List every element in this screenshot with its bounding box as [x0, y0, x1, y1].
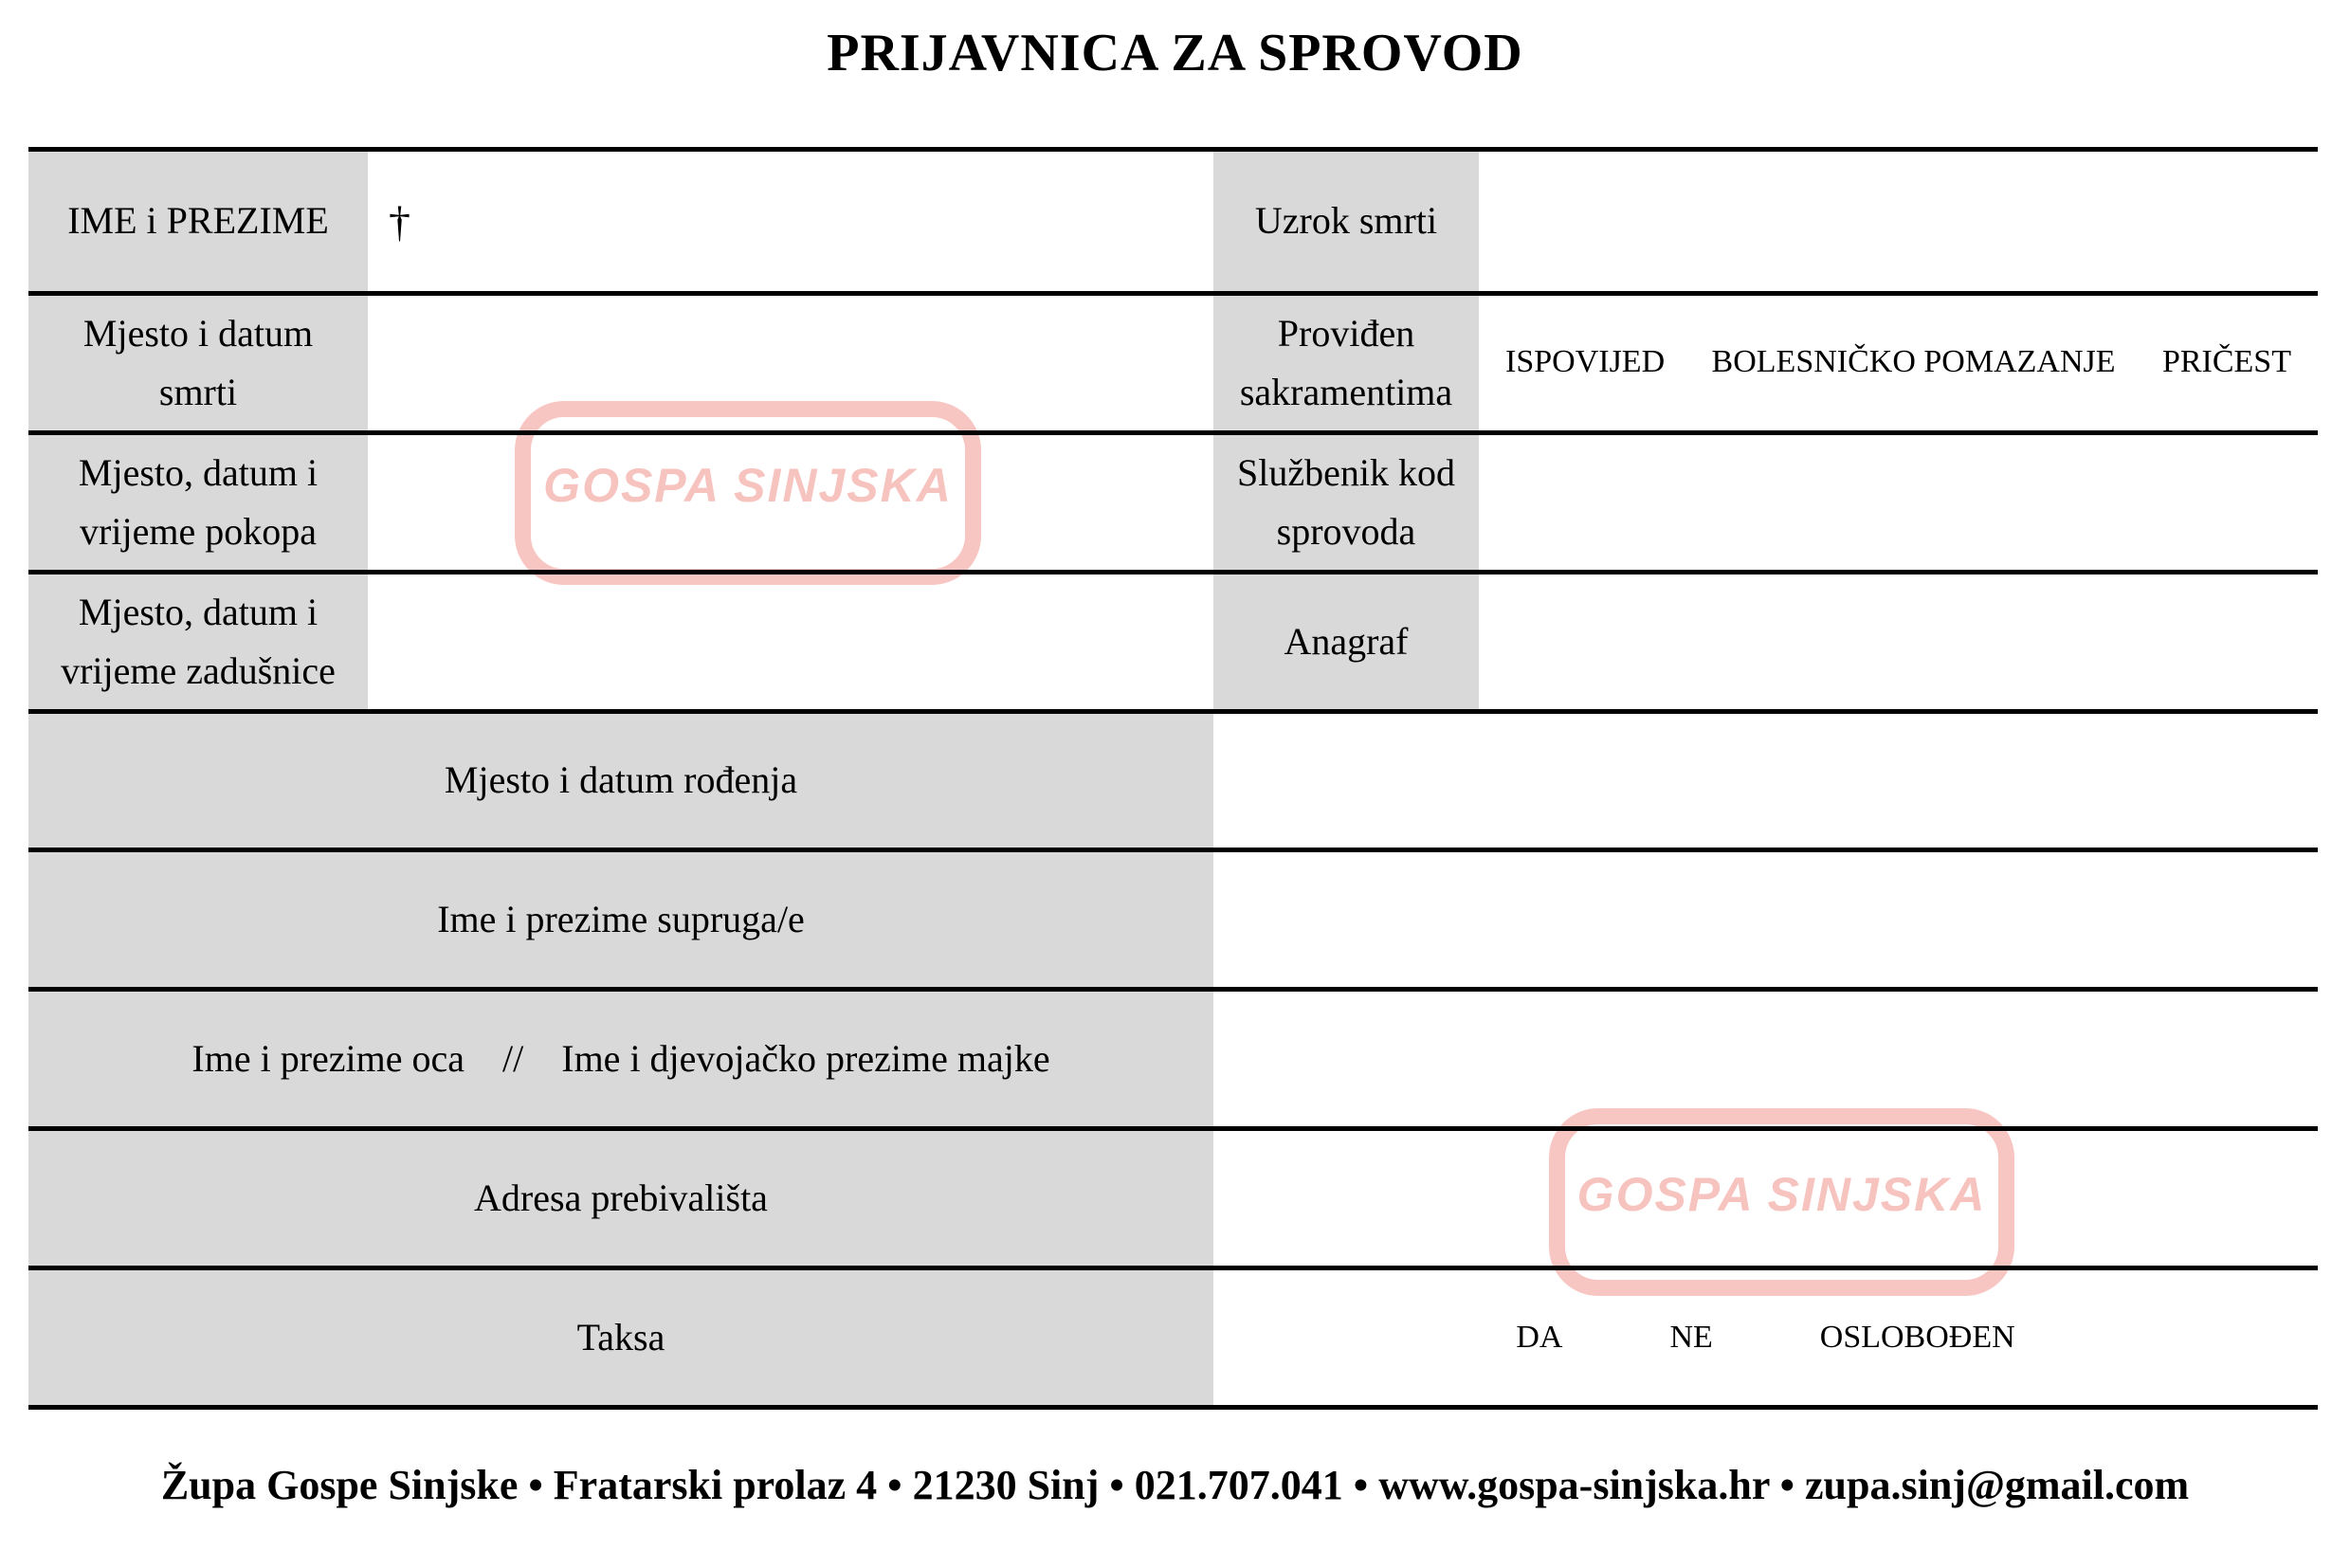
label-ime-oca-majke: Ime i prezime oca // Ime i djevojačko prezime majke: [28, 992, 1213, 1126]
watermark-text: GOSPA SINJSKA: [1576, 1168, 1987, 1221]
taksa-option-oslobodjen: OSLOBOĐEN: [1819, 1319, 2015, 1355]
table-row-death: [28, 291, 2318, 430]
table-row-burial: [28, 430, 2318, 570]
field-mjesto-datum-rodjenja: [1213, 714, 2318, 848]
funeral-registration-table: [28, 147, 2318, 1410]
label-taksa: Taksa: [28, 1270, 1213, 1405]
table-row-birth: [28, 709, 2318, 848]
field-mjesto-datum-smrti: [368, 296, 1213, 430]
page-title: PRIJAVNICA ZA SPROVOD: [827, 24, 1523, 82]
field-ime-oca-majke: [1213, 992, 2318, 1126]
label-anagraf: Anagraf: [1213, 574, 1479, 709]
table-row-address: [28, 1126, 2318, 1266]
table-row-requiem: [28, 570, 2318, 709]
sacrament-option-pricest: PRIČEST: [2161, 344, 2291, 380]
sacrament-option-ispovijed: ISPOVIJED: [1505, 344, 1666, 380]
sacrament-option-bolesnicko-pomazanje: BOLESNIČKO POMAZANJE: [1711, 344, 2116, 380]
field-ime-prezime-supruga: [1213, 852, 2318, 987]
label-mjesto-datum-vrijeme-pokopa: Mjesto, datum i vrijeme pokopa: [28, 435, 368, 570]
taksa-option-da: DA: [1516, 1319, 1563, 1355]
parish-contact-footer: Župa Gospe Sinjske • Fratarski prolaz 4 • 21230 Sinj • 021.707.041 • www.gospa-sinjska.hr • zupa.sinj@gmail.com: [160, 1462, 2190, 1508]
field-taksa-options: [1213, 1270, 2318, 1405]
table-row-spouse: [28, 848, 2318, 987]
field-mjesto-datum-vrijeme-pokopa: [368, 435, 1213, 570]
taksa-option-ne: NE: [1669, 1319, 1713, 1355]
label-mjesto-datum-smrti: Mjesto i datum smrti: [28, 296, 368, 430]
field-ime-i-prezime: [368, 152, 1213, 291]
table-row-parents: [28, 987, 2318, 1126]
label-sluzbenik-kod-sprovoda: Službenik kod sprovoda: [1213, 435, 1479, 570]
field-sakramenti-options: [1479, 296, 2318, 430]
label-mjesto-datum-rodjenja: Mjesto i datum rođenja: [28, 714, 1213, 848]
label-adresa-prebivalista: Adresa prebivališta: [28, 1131, 1213, 1266]
table-row-name: [28, 152, 2318, 291]
field-uzrok-smrti: [1479, 152, 2318, 291]
label-ime-i-prezime: IME i PREZIME: [28, 152, 368, 291]
field-adresa-prebivalista: [1213, 1131, 2318, 1266]
field-mjesto-datum-vrijeme-zadusnice: [368, 574, 1213, 709]
table-row-fee: [28, 1266, 2318, 1405]
label-uzrok-smrti: Uzrok smrti: [1213, 152, 1479, 291]
dagger-icon: †: [389, 196, 410, 246]
field-sluzbenik-kod-sprovoda: [1479, 435, 2318, 570]
label-ime-prezime-supruga: Ime i prezime supruga/e: [28, 852, 1213, 987]
label-mjesto-datum-vrijeme-zadusnice: Mjesto, datum i vrijeme zadušnice: [28, 574, 368, 709]
label-providjen-sakramentima: Proviđen sakramentima: [1213, 296, 1479, 430]
watermark-text: GOSPA SINJSKA: [543, 459, 953, 512]
field-anagraf: [1479, 574, 2318, 709]
